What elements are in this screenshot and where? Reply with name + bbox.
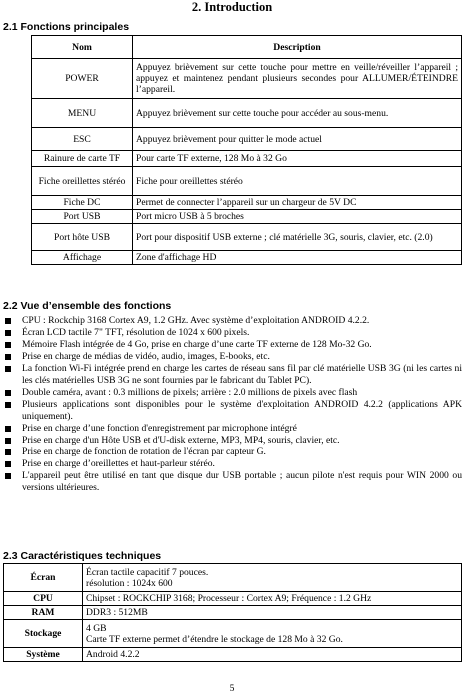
function-name: ESC: [32, 128, 133, 151]
list-item: [3, 339, 462, 351]
function-description: Port pour dispositif USB externe ; clé matérielle 3G, souris, clavier, etc. (2.0): [133, 224, 462, 251]
bullet-square-icon: [5, 449, 11, 455]
spec-label: Système: [4, 648, 83, 662]
list-item-text: L'appareil peut être utilisé en tant que disque dur USB portable ; aucun pilote n'est requis pour WIN 2000 ou versions ultérieures.: [22, 470, 462, 494]
spec-value-line: 4 GB: [86, 622, 107, 634]
column-header-name: Nom: [32, 36, 133, 59]
list-item: [3, 423, 462, 435]
bullet-square-icon: [5, 318, 11, 324]
column-header-description: Description: [133, 36, 462, 59]
list-item: [3, 470, 462, 494]
spec-value: [83, 648, 462, 662]
function-description: Appuyez brièvement pour quitter le mode actuel: [133, 128, 462, 151]
function-description: Zone d'affichage HD: [133, 251, 462, 265]
spec-label: Stockage: [4, 620, 83, 648]
table-row: [32, 167, 462, 196]
function-description: Pour carte TF externe, 128 Mo à 32 Go: [133, 151, 462, 167]
list-item-text: Prise en charge de médias de vidéo, audio, images, E-books, etc.: [22, 350, 270, 362]
list-item: [3, 399, 462, 423]
list-item-text: Plusieurs applications sont disponibles pour le système d'exploitation ANDROID 4.2.2 (applications APK uniquement).: [22, 398, 462, 422]
list-item-text: La fonction Wi-Fi intégrée prend en charge les cartes de réseau sans fil par clé matérielle USB 3G (ni les cartes ni les clés matérielles USB 3G ne sont fournies par le fabricant du Tablet PC).: [22, 362, 462, 386]
list-item: [3, 363, 462, 387]
bullet-square-icon: [5, 438, 11, 444]
table-row: [4, 592, 462, 606]
spec-label: CPU: [4, 592, 83, 606]
main-functions-table: [31, 35, 462, 265]
bullet-square-icon: [5, 366, 11, 372]
bullet-square-icon: [5, 390, 11, 396]
table-row: [4, 620, 462, 648]
section-heading-specs: 2.3 Caractéristiques techniques: [3, 550, 162, 562]
function-name: Port USB: [32, 210, 133, 224]
table-row: [32, 210, 462, 224]
chapter-title: 2. Introduction: [191, 0, 273, 14]
list-item-text: Prise en charge d'un Hôte USB et d'U-disk externe, MP3, MP4, souris, clavier, etc.: [22, 434, 340, 446]
bullet-square-icon: [5, 461, 11, 467]
function-description: Appuyez brièvement sur cette touche pour mettre en veille/réveiller l’appareil ; appuyez et maintenez pendant plusieurs secondes pour ALLUMER/ÉTEINDRE l’appareil.: [133, 59, 462, 99]
bullet-square-icon: [5, 402, 11, 408]
function-description: Appuyez brièvement sur cette touche pour accéder au sous-menu.: [133, 99, 462, 128]
spec-value: [83, 620, 462, 648]
section-heading-overview: 2.2 Vue d’ensemble des fonctions: [3, 300, 172, 312]
list-item-text: Mémoire Flash intégrée de 4 Go, prise en charge d’une carte TF externe de 128 Mo-32 Go.: [22, 338, 372, 350]
table-row: [4, 564, 462, 592]
list-item-text: Prise en charge d’une fonction d'enregistrement par microphone intégré: [22, 422, 297, 434]
list-item-text: CPU : Rockchip 3168 Cortex A9, 1.2 GHz. Avec système d’exploitation ANDROID 4.2.2.: [22, 315, 370, 326]
function-description: Permet de connecter l’appareil sur un chargeur de 5V DC: [133, 196, 462, 210]
spec-value: [83, 592, 462, 606]
list-item-text: Écran LCD tactile 7" TFT, résolution de 1024 x 600 pixels.: [22, 326, 250, 338]
spec-label: Écran: [4, 564, 83, 592]
table-row: [4, 606, 462, 620]
list-item-text: Double caméra, avant : 0.3 millions de pixels; arrière : 2.0 millions de pixels avec flash: [22, 386, 358, 398]
function-name: Fiche oreillettes stéréo: [32, 167, 133, 196]
section-heading-main-functions: 2.1 Fonctions principales: [3, 21, 130, 33]
spec-value-line: résolution : 1024x 600: [86, 577, 173, 589]
spec-value: [83, 564, 462, 592]
page-number: 5: [229, 683, 235, 694]
table-row: [32, 151, 462, 167]
list-item-text: Prise en charge de fonction de rotation de l'écran par capteur G.: [22, 446, 266, 458]
function-name: POWER: [32, 59, 133, 99]
list-item: [3, 435, 462, 447]
list-item: [3, 446, 462, 458]
spec-value-line: DDR3 : 512MB: [86, 607, 148, 618]
table-row: [32, 99, 462, 128]
spec-label: RAM: [4, 606, 83, 620]
spec-value-line: Android 4.2.2: [86, 649, 140, 660]
function-name: MENU: [32, 99, 133, 128]
spec-value-line: Chipset : ROCKCHIP 3168; Processeur : Cortex A9; Fréquence : 1.2 GHz: [86, 593, 372, 604]
bullet-square-icon: [5, 473, 11, 479]
feature-list: [3, 315, 462, 494]
spec-value-line: Carte TF externe permet d’étendre le stockage de 128 Mo à 32 Go.: [86, 633, 343, 645]
list-item: [3, 387, 462, 399]
list-item: [3, 458, 462, 470]
table-row: [32, 196, 462, 210]
spec-value-line: Écran tactile capacitif 7 pouces.: [86, 566, 209, 578]
list-item-text: Prise en charge d’oreillettes et haut-parleur stéréo.: [22, 458, 215, 470]
table-row: [4, 648, 462, 662]
function-name: Rainure de carte TF: [32, 151, 133, 167]
bullet-square-icon: [5, 354, 11, 360]
list-item: [3, 315, 462, 327]
specifications-table: [3, 563, 462, 662]
function-description: Port micro USB à 5 broches: [133, 210, 462, 224]
table-header-row: [32, 36, 462, 59]
table-row: [32, 128, 462, 151]
function-name: Fiche DC: [32, 196, 133, 210]
spec-value: [83, 606, 462, 620]
function-name: Port hôte USB: [32, 224, 133, 251]
table-row: [32, 251, 462, 265]
bullet-square-icon: [5, 330, 11, 336]
list-item: [3, 327, 462, 339]
list-item: [3, 351, 462, 363]
table-row: [32, 59, 462, 99]
function-name: Affichage: [32, 251, 133, 265]
bullet-square-icon: [5, 342, 11, 348]
bullet-square-icon: [5, 426, 11, 432]
table-row: [32, 224, 462, 251]
function-description: Fiche pour oreillettes stéréo: [133, 167, 462, 196]
